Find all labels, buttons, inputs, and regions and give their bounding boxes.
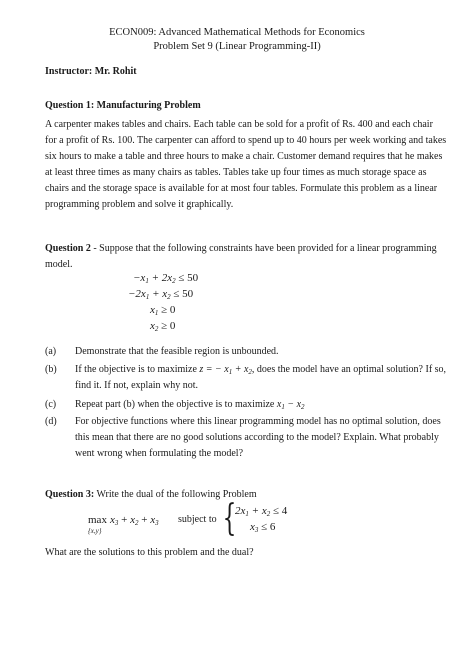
q2-item-b-formula: z = − $x_1 + x_2$ bbox=[199, 364, 252, 376]
q3-subject-to: subject to bbox=[178, 514, 217, 525]
q2-item-b-text: If the objective is to maximize z = − $x_1 + x_2$, does the model have an optimal solution? If so, bbox=[75, 364, 447, 376]
q2-constraint-1: $-x_1 + 2x_2 \le 50$ bbox=[133, 272, 199, 285]
q2-item-c-marker: (c) bbox=[45, 399, 57, 410]
q3-closing-question: What are the solutions to this problem and the dual? bbox=[45, 547, 254, 558]
q3-objective: $x_3 + x_2 + x_3$ bbox=[110, 514, 159, 527]
q2-item-c-formula: $x_1 - x_2$ bbox=[276, 399, 305, 411]
q2-constraint-4: $x_2 \ge 0$ bbox=[150, 320, 176, 333]
q2-item-d-line: went wrong when formulating the model? bbox=[75, 448, 244, 459]
q2-item-b-text-line2: find it. If not, explain why not. bbox=[75, 380, 199, 391]
q2-intro-line2: model. bbox=[45, 259, 73, 270]
q3-intro-text: Write the dual of the following Problem bbox=[94, 489, 257, 500]
q3-constraint-1: $2x_1 + x_2 \le 4$ bbox=[235, 505, 288, 518]
q3-heading: Question 3: bbox=[45, 489, 95, 500]
q1-text-line: at least three times as many chairs as tables. Tables take up four times as much storage space as bbox=[45, 167, 427, 178]
q2-intro bbox=[45, 241, 437, 257]
q2-item-b-marker: (b) bbox=[45, 364, 57, 375]
q1-text-line: chairs and the storage space is available for at most four tables. Formulate this problem as a linear bbox=[45, 183, 438, 194]
q2-intro-text: - Suppose that the following constraints have been provided for a linear programming bbox=[90, 243, 437, 254]
q1-text-line: programming problem and solve it graphically. bbox=[45, 199, 234, 210]
q2-item-d-marker: (d) bbox=[45, 416, 57, 427]
q1-heading: Question 1: Manufacturing Problem bbox=[45, 100, 201, 111]
q2-item-a-marker: (a) bbox=[45, 346, 57, 357]
instructor-line: Instructor: Mr. Rohit bbox=[45, 66, 137, 77]
q2-item-d-line: For objective functions where this linear programming model has no optimal solution, does bbox=[75, 416, 441, 427]
q3-max-subscript: {x,y} bbox=[88, 527, 102, 535]
q1-text-line: six hours to make a table and three hours to make a chair. Customer demand requires that he makes bbox=[45, 151, 443, 162]
q3-constraint-2: $x_3 \le 6$ bbox=[250, 521, 276, 534]
q1-text-line: for a profit of Rs. 100. The carpenter can afford to spend up to 40 hours per week working and takes bbox=[45, 135, 447, 146]
q2-item-c-text: Repeat part (b) when the objective is to maximize $x_1 - x_2$ bbox=[75, 399, 305, 411]
q2-constraint-3: $x_1 \ge 0$ bbox=[150, 304, 176, 317]
problem-set-subtitle: Problem Set 9 (Linear Programming-II) bbox=[153, 41, 321, 52]
q2-constraint-2: $-2x_1 + x_2 \le 50$ bbox=[128, 288, 194, 301]
q2-heading: Question 2 bbox=[45, 243, 91, 254]
q1-text-line: A carpenter makes tables and chairs. Each table can be sold for a profit of Rs. 400 and each chair bbox=[45, 119, 433, 130]
q3-max-label: max bbox=[88, 514, 107, 526]
course-title: ECON009: Advanced Mathematical Methods for Economics bbox=[109, 27, 365, 38]
q3-brace: { bbox=[222, 498, 237, 539]
q2-item-a-text: Demonstrate that the feasible region is unbounded. bbox=[75, 346, 279, 357]
q2-item-d-line: this mean that there are no good solutions according to the model? Explain. What probably bbox=[75, 432, 439, 443]
